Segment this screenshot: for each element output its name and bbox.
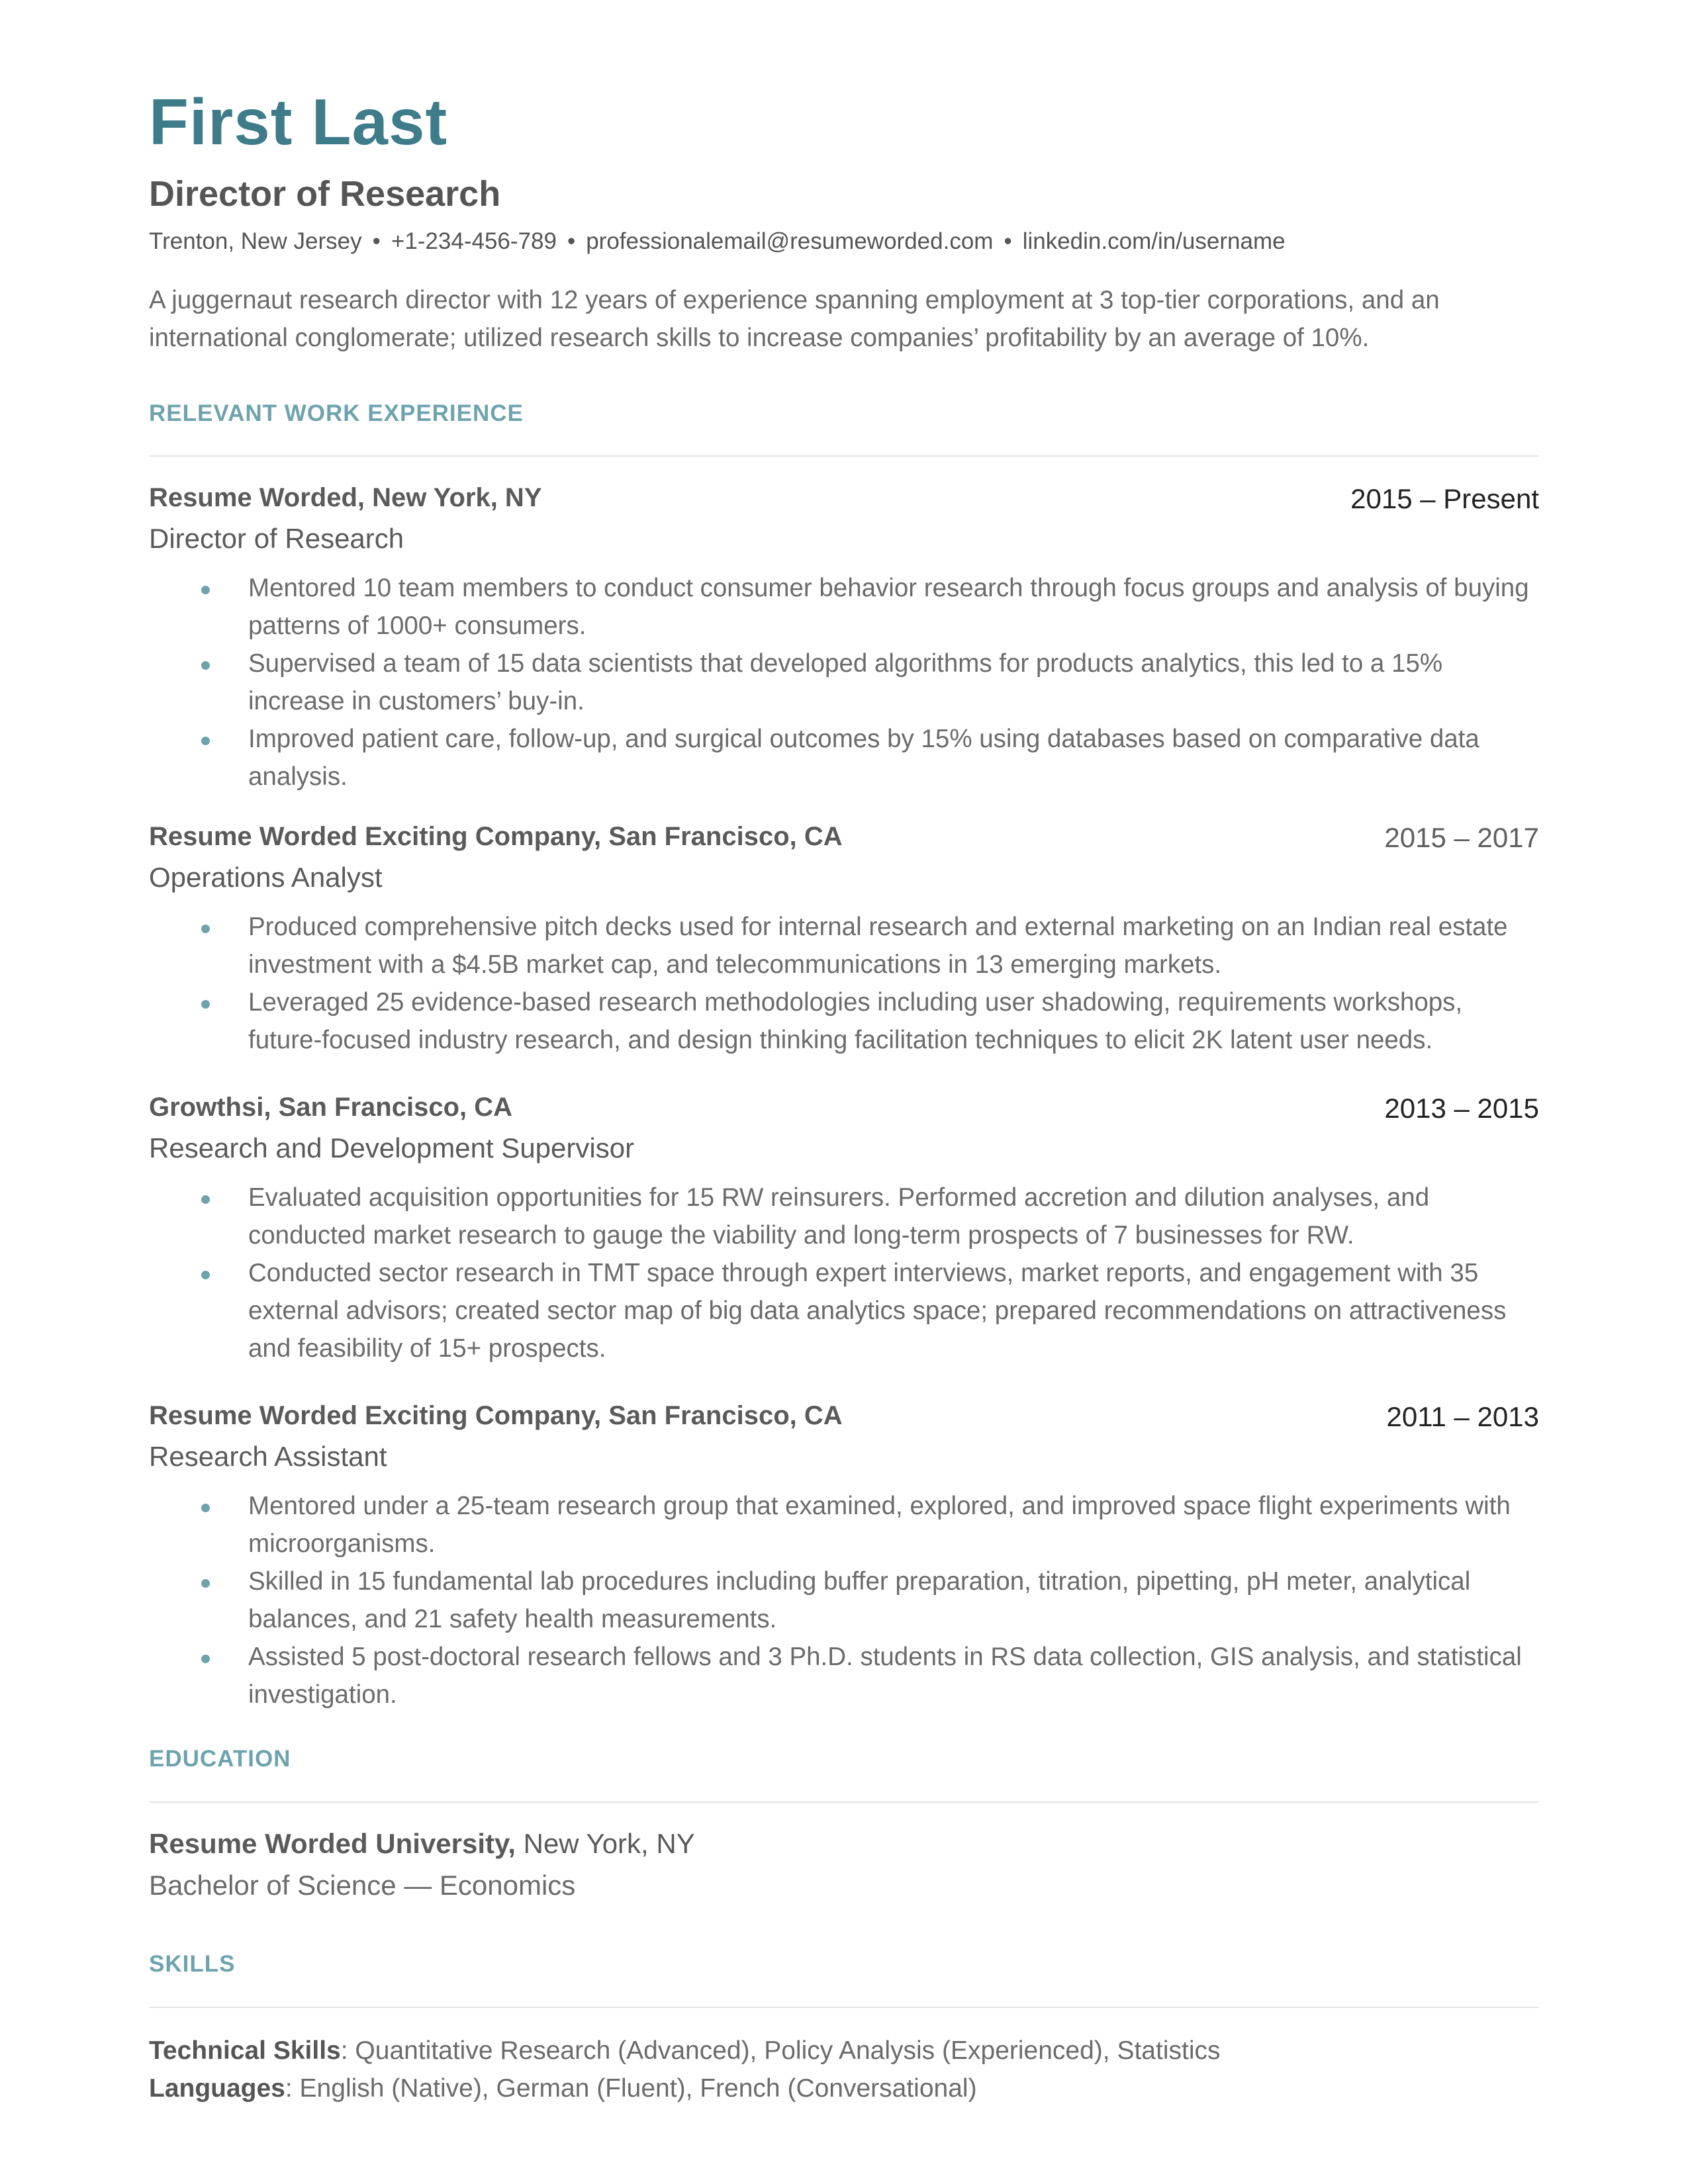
- bullet-dot-icon: [201, 1000, 210, 1009]
- education-location: New York, NY: [523, 1828, 695, 1859]
- contact-email[interactable]: professionalemail@resumeworded.com: [586, 228, 994, 254]
- education-school: Resume Worded University,: [149, 1828, 516, 1859]
- bullet-dot-icon: [201, 661, 210, 670]
- skills-technical: Technical Skills: Quantitative Research (Advanced), Policy Analysis (Experienced), Statistics: [149, 2036, 1221, 2065]
- job-bullet: Leveraged 25 evidence-based research methodologies including user shadowing, requirements workshops, future-focused industry research, and design thinking facilitation techniques to elicit 2K latent user needs.: [149, 983, 1539, 1059]
- contact-phone[interactable]: +1-234-456-789: [391, 228, 557, 254]
- job-dates: 2011 – 2013: [1386, 1401, 1539, 1432]
- bullet-dot-icon: [201, 1271, 210, 1279]
- job-title: Research and Development Supervisor: [149, 1132, 635, 1163]
- job-company: Resume Worded Exciting Company, San Francisco, CA: [149, 1401, 843, 1430]
- section-title-education: EDUCATION: [149, 1746, 291, 1772]
- contact-separator: •: [567, 228, 576, 254]
- bullet-dot-icon: [201, 925, 210, 933]
- section-title-skills: SKILLS: [149, 1951, 236, 1977]
- bullet-dot-icon: [201, 737, 210, 745]
- job-dates: 2015 – 2017: [1384, 822, 1539, 853]
- contact-separator: •: [372, 228, 381, 254]
- bullet-dot-icon: [201, 1579, 210, 1588]
- job-company: Resume Worded, New York, NY: [149, 483, 542, 512]
- contact-line: [149, 228, 1286, 255]
- job-bullet: Mentored 10 team members to conduct consumer behavior research through focus groups and analysis of buying patterns of 1000+ consumers.: [149, 569, 1539, 645]
- job-company: Growthsi, San Francisco, CA: [149, 1093, 513, 1122]
- bullet-dot-icon: [201, 1655, 210, 1663]
- section-divider: [149, 1801, 1539, 1803]
- job-bullet: Produced comprehensive pitch decks used for internal research and external marketing on an Indian real estate investment with a $4.5B market cap, and telecommunications in 13 emerging markets.: [149, 908, 1539, 983]
- education-school-line: [149, 1828, 1539, 1870]
- job-bullet: Supervised a team of 15 data scientists that developed algorithms for products analytics, this led to a 15% increase in customers’ buy-in.: [149, 645, 1539, 720]
- skills-languages: Languages: English (Native), German (Fluent), French (Conversational): [149, 2074, 977, 2103]
- bullet-dot-icon: [201, 586, 210, 594]
- job-bullet: Improved patient care, follow-up, and surgical outcomes by 15% using databases based on comparative data analysis.: [149, 720, 1539, 796]
- contact-linkedin[interactable]: linkedin.com/in/username: [1022, 228, 1286, 254]
- section-divider: [149, 455, 1539, 457]
- section-divider: [149, 2007, 1539, 2008]
- job-bullets: [149, 569, 1539, 796]
- section-title-experience: RELEVANT WORK EXPERIENCE: [149, 400, 524, 426]
- job-title: Operations Analyst: [149, 862, 383, 893]
- education-field: — Economics: [404, 1870, 576, 1901]
- candidate-name: First Last: [149, 85, 448, 158]
- job-bullets: [149, 908, 1539, 1059]
- job-dates: 2013 – 2015: [1384, 1093, 1539, 1124]
- job-bullet: Assisted 5 post-doctoral research fellows and 3 Ph.D. students in RS data collection, GIS analysis, and statistical investigation.: [149, 1638, 1539, 1713]
- job-entry: [149, 1401, 1539, 1713]
- job-entry: [149, 483, 1539, 796]
- contact-location: Trenton, New Jersey: [149, 228, 362, 254]
- candidate-role: Director of Research: [149, 174, 501, 214]
- education-degree-line: [149, 1870, 1539, 1901]
- job-title: Director of Research: [149, 523, 404, 554]
- job-title: Research Assistant: [149, 1441, 387, 1472]
- job-dates: 2015 – Present: [1350, 483, 1539, 514]
- bullet-dot-icon: [201, 1195, 210, 1204]
- job-company: Resume Worded Exciting Company, San Francisco, CA: [149, 822, 843, 851]
- summary: A juggernaut research director with 12 years of experience spanning employment at 3 top-tier corporations, and an international conglomerate; utilized research skills to increase companies’ profitability by an average of 10%.: [149, 286, 1440, 352]
- education-entry: [149, 1828, 1539, 1901]
- job-bullets: [149, 1487, 1539, 1713]
- job-entry: [149, 822, 1539, 1059]
- job-bullet: Skilled in 15 fundamental lab procedures including buffer preparation, titration, pipetting, pH meter, analytical balances, and 21 safety health measurements.: [149, 1563, 1539, 1638]
- contact-separator: •: [1004, 228, 1012, 254]
- skills-list: [149, 2032, 1539, 2107]
- job-bullet: Evaluated acquisition opportunities for 15 RW reinsurers. Performed accretion and dilution analyses, and conducted market research to gauge the viability and long-term prospects of 7 businesses for RW.: [149, 1179, 1539, 1254]
- job-bullet: Conducted sector research in TMT space through expert interviews, market reports, and engagement with 35 external advisors; created sector map of big data analytics space; prepared recommendations on attractiveness and feasibility of 15+ prospects.: [149, 1254, 1539, 1367]
- job-bullet: Mentored under a 25-team research group that examined, explored, and improved space flight experiments with microorganisms.: [149, 1487, 1539, 1563]
- job-entry: [149, 1093, 1539, 1367]
- education-degree: Bachelor of Science: [149, 1870, 397, 1901]
- bullet-dot-icon: [201, 1504, 210, 1512]
- job-bullets: [149, 1179, 1539, 1367]
